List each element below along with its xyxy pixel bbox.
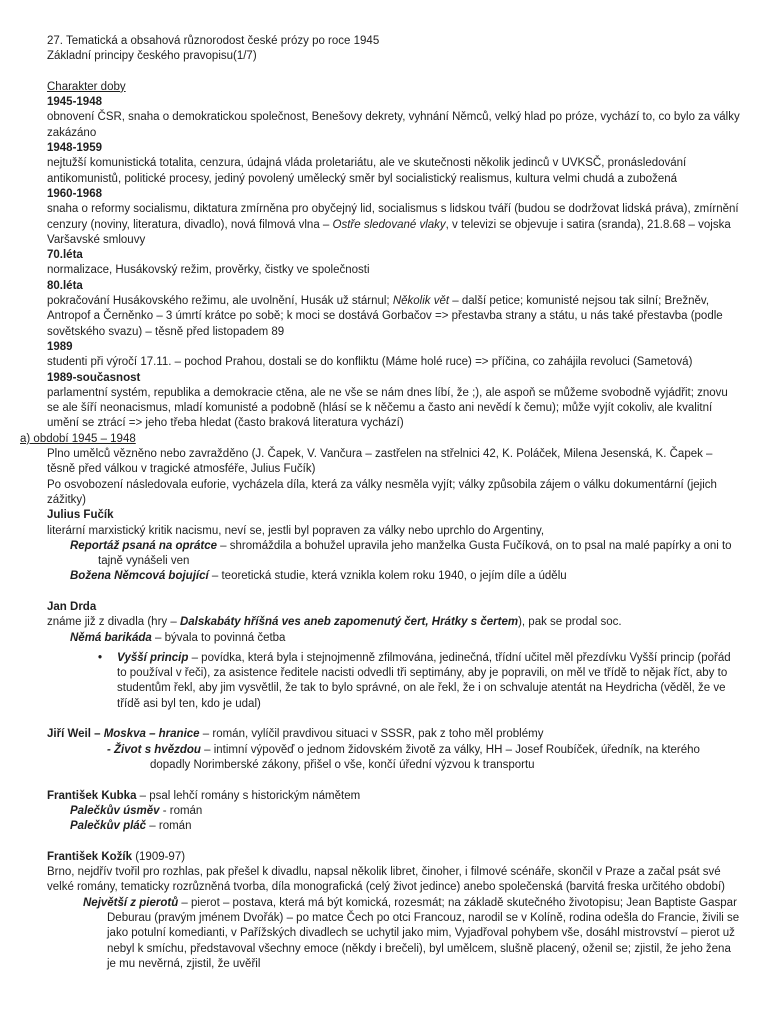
work-bozena-nemcova <box>0 569 740 584</box>
text-run: - román <box>159 804 203 817</box>
paragraph-jiri-weil <box>0 727 740 742</box>
text-run: Brno, nejdřív tvořil pro rozhlas, pak přešel k divadlu, napsal několik libret, činoher, i filmové scénáře, skončil v Praze a začal psát své velké romány, tematicky rozrůzněná tvorba, díla monografická (celý život jedince) anebo společenská (barvitá freska určitého období) <box>47 866 725 894</box>
paragraph-julius-fucik <box>0 524 740 539</box>
text-run: Po osvobození následovala euforie, vycházela díla, která za války nesměla vyjít; války způsobila zájem o válku dokumentární (jejich zážitky) <box>47 478 717 506</box>
text-run: – pierot – postava, která má být komická, rozesmát; na základě skutečného životopisu; Jean Baptiste Gaspar Deburau (pravým jménem Dvořák) – po matce Čech po otci Francouz, narodil se v Kolíně, rodina odešla do Francie, živili se jako potulní komedianti, v Pařížských divadlech se uchytil jako mim, Vyjadřoval pohybem vše, dosáhl mistrovství – pierot už nebyl k smíchu, představoval všechny emoce (někdy i brečeli), byl umělcem, slušně placený, oženil se; zjistil, že jeho žena je mu nevěrná, zjistil, že uvěřil <box>107 896 740 970</box>
work-nema-barikada <box>0 631 740 646</box>
text-run: 1989 <box>47 340 73 353</box>
text-run: 1945-1948 <box>47 96 102 109</box>
era-heading-1948-1959 <box>0 141 740 156</box>
text-run: Vyšší princip <box>117 651 189 664</box>
text-run: 80.léta <box>47 279 83 292</box>
text-run: Několik vět <box>392 295 450 308</box>
author-heading-julius-fucik <box>0 508 740 523</box>
text-run: Palečkův pláč <box>70 820 147 833</box>
blank-line <box>0 712 740 727</box>
work-paleckuv-plac <box>0 819 740 834</box>
work-nejvetsi-z-pierotu <box>0 896 740 972</box>
era-heading-70-leta <box>0 248 740 263</box>
text-run: parlamentní systém, republika a demokracie ctěna, ale ne vše se nám dnes líbí, že ;), ale aspoň se můžeme svobodně vyjádřit; znovu se ale šíří neonacismus, mladí komunisté a podobně (hlásí se k něčemu a často ani nevědí k čemu); může vyjít cokoliv, ale kvalitní umění se ztrácí => jeho třeba hledat (často braková literatura vychází) <box>47 386 728 430</box>
era-heading-80-leta <box>0 279 740 294</box>
text-run: 1960-1968 <box>47 187 102 200</box>
text-run: Plno umělců vězněno nebo zavražděno (J. Čapek, V. Vančura – zastřelen na střelnici 42, K. Poláček, Milena Jesenská, K. Čapek – těsně před válkou v tragické atmosféře, Julius Fučík) <box>47 448 713 476</box>
text-run: 27. Tematická a obsahová různorodost české prózy po roce 1945 <box>47 35 380 47</box>
text-run: Ostře sledované vlaky <box>332 218 446 231</box>
blank-line <box>0 65 740 80</box>
text-run: snaha o reformy socialismu, diktatura zmírněna pro obyčejný lid, socialismus s lidskou tváří (budou se dodržovat lidská práva), zmírnění cenzury (noviny, literatura, divadlo), nová filmová vlna – <box>47 203 739 231</box>
text-run: Charakter doby <box>47 80 126 93</box>
section-heading-charakter-doby <box>0 80 740 95</box>
text-run: obnovení ČSR, snaha o demokratickou společnost, Benešovy dekrety, vyhnání Němců, velký hlad po próze, vychází to, co bylo za války zakázáno <box>47 111 740 139</box>
text-run: Palečkův úsměv <box>70 804 160 817</box>
blank-line <box>0 834 740 849</box>
text-run: 70.léta <box>47 249 83 262</box>
text-run: a) období 1945 – 1948 <box>20 432 136 445</box>
text-run: – psal lehčí romány s historickým námětem <box>136 789 361 802</box>
text-run: Němá barikáda <box>70 631 152 644</box>
bullet-vyssi-princip <box>0 651 740 712</box>
text-run: – další petice; komunisté nejsou tak silní; Brežněv, Antropof a Černěnko – 3 úmrtí krátce po sobě; k moci se dostává Gorbačov => přestavba strany a státu, u nás také přestavba (podle sovětského svazu) – těsně před listopadem 89 <box>47 295 723 338</box>
paragraph-po-osvobozeni <box>0 478 740 509</box>
text-run: ), pak se prodal soc. <box>518 616 622 629</box>
blank-line <box>0 585 740 600</box>
text-run: známe již z divadla (hry – <box>47 616 180 629</box>
text-run: 1989-současnost <box>47 371 141 384</box>
text-run: (1909-97) <box>132 850 186 863</box>
era-heading-1989 <box>0 340 740 355</box>
outline-heading-obdobi-1945-1948 <box>0 432 740 447</box>
era-heading-1945-1948 <box>0 95 740 110</box>
text-run: – román, vylíčil pravdivou situaci v SSSR, pak z toho měl problémy <box>199 728 544 741</box>
era-paragraph-1945-1948 <box>0 110 740 141</box>
title-line-2 <box>0 49 740 64</box>
author-heading-jan-drda <box>0 600 740 615</box>
text-run: studenti při výročí 17.11. – pochod Prahou, dostali se do konfliktu (Máme holé ruce) => příčina, co zahájila revoluci (Sametová) <box>47 356 693 369</box>
work-zivot-s-hvezdou <box>0 743 740 774</box>
text-run: František Kubka <box>47 789 137 802</box>
text-run: – teoretická studie, která vznikla kolem roku 1940, o jejím díle a údělu <box>208 570 567 583</box>
author-heading-frantisek-kubka <box>0 789 740 804</box>
text-run: Jan Drda <box>47 600 97 613</box>
text-run: – intimní výpověď o jednom židovském životě za války, HH – Josef Roubíček, úředník, na kterého dopadly Norimberské zákony, přišel o vše, končí úřední výzvou k transportu <box>150 743 700 771</box>
paragraph-frantisek-kozik <box>0 865 740 896</box>
era-paragraph-1989 <box>0 355 740 370</box>
era-paragraph-1960-1968 <box>0 202 740 248</box>
text-run: – bývala to povinná četba <box>151 631 286 644</box>
text-run: Moskva – hranice <box>103 728 200 741</box>
text-run: nejtužší komunistická totalita, cenzura, údajná vláda proletariátu, ale ve skutečnosti několik jedinců v UVKSČ, pronásledování antikomunistů, politické procesy, jediný povolený umělecký směr byl socialistický realismus, kultura velmi chudá a zubožená <box>47 157 687 185</box>
text-run: – <box>90 728 104 741</box>
era-heading-1989-soucasnost <box>0 371 740 386</box>
text-run: , v televizi se objevuje i satira (sranda), 21.8.68 – vojska Varšavské smlouvy <box>47 218 731 246</box>
era-heading-1960-1968 <box>0 187 740 202</box>
text-run: - Život s hvězdou <box>107 743 201 756</box>
era-paragraph-1989-soucasnost <box>0 386 740 432</box>
paragraph-jan-drda <box>0 615 740 630</box>
text-run: Základní principy českého pravopisu(1/7) <box>47 50 257 63</box>
text-run: Božena Němcová bojující <box>70 570 209 583</box>
text-run: – povídka, která byla i stejnojmenně zfilmována, jedinečná, třídní učitel měl přezdívku Vyšší princip (pořád to používal v řeči), za asistence ředitele nacisti odvedli tři septimány, aby je popravili, on měl ve třídě to nějak říct, aby to studentům řekl, aby jim vysvětlil, že tak to bylo správné, on ale řekl, že i on schvaluje atentát na Heydricha (věděl, že ve třídě asi byl ten, kdo je udal) <box>117 651 731 710</box>
text-run: literární marxistický kritik nacismu, neví se, jestli byl popraven za války nebo uprchlo do Argentiny, <box>47 524 545 537</box>
blank-line <box>0 773 740 788</box>
text-run: normalizace, Husákovský režim, prověrky, čistky ve společnosti <box>47 264 370 277</box>
text-run: Reportáž psaná na oprátce <box>70 539 217 552</box>
era-paragraph-80-leta <box>0 294 740 340</box>
text-run: – román <box>146 820 192 833</box>
author-heading-frantisek-kozik <box>0 850 740 865</box>
text-run: pokračování Husákovského režimu, ale uvolnění, Husák už stárnul; <box>47 295 393 308</box>
text-run: Dalskabáty hříšná ves aneb zapomenutý čert, Hrátky s čertem <box>179 616 519 629</box>
text-run: Julius Fučík <box>47 509 114 522</box>
text-run: Největší z pierotů <box>83 896 179 909</box>
text-run: 1948-1959 <box>47 142 102 155</box>
era-paragraph-1948-1959 <box>0 156 740 187</box>
text-run: Jiří Weil <box>47 728 91 741</box>
title-line-1 <box>0 34 740 49</box>
era-paragraph-70-leta <box>0 263 740 278</box>
paragraph-plno-umelcu <box>0 447 740 478</box>
bullet-icon: • <box>98 651 103 664</box>
work-reportaz <box>0 539 740 570</box>
work-paleckuv-usmev <box>0 804 740 819</box>
text-run: František Kožík <box>47 850 132 863</box>
text-run: – shromáždila a bohužel upravila jeho manželka Gusta Fučíková, on to psal na malé papírky a oni to tajně vynášeli ven <box>98 539 732 568</box>
